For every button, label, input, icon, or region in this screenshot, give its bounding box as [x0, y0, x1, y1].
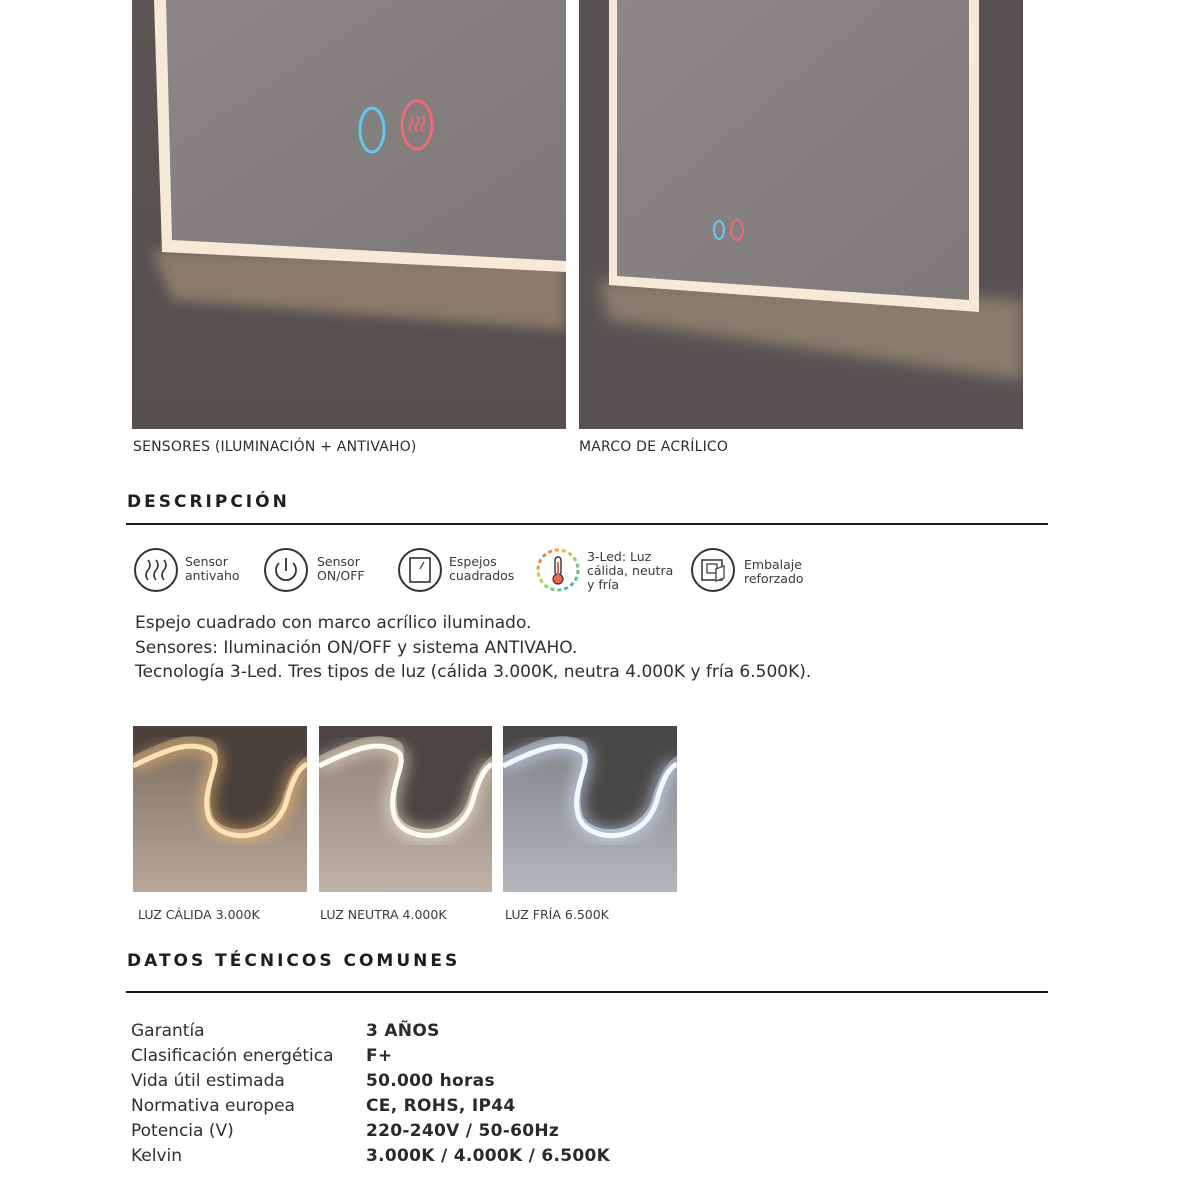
feature-label-line: ON/OFF: [317, 568, 365, 583]
tech-divider: [126, 991, 1048, 993]
mirror-sensors-photo: [132, 0, 566, 429]
light-sample-caption-neutral: LUZ NEUTRA 4.000K: [320, 907, 447, 922]
feature-label-line: y fría: [587, 577, 620, 592]
feature-label-line: reforzado: [744, 571, 804, 586]
tech-value-kelvin: 3.000K / 4.000K / 6.500K: [366, 1146, 611, 1166]
description-line-2: Sensores: Iluminación ON/OFF y sistema ANTIVAHO.: [135, 638, 578, 658]
tech-label-standards: Normativa europea: [131, 1096, 295, 1116]
mirror-acrylic-frame-photo: [579, 0, 1023, 429]
tech-value-standards: CE, ROHS, IP44: [366, 1096, 516, 1116]
photo-caption-sensors: SENSORES (ILUMINACIÓN + ANTIVAHO): [133, 439, 417, 455]
tech-value-power: 220-240V / 50-60Hz: [366, 1121, 560, 1141]
description-divider: [126, 523, 1048, 525]
feature-label-line: Sensor: [185, 554, 228, 569]
feature-label-line: 3-Led: Luz: [587, 549, 652, 564]
light-sample-caption-warm: LUZ CÁLIDA 3.000K: [138, 907, 260, 922]
feature-3-led: [535, 547, 685, 599]
feature-antifog-sensor: [133, 547, 253, 599]
thermometer-led-icon: [535, 547, 581, 593]
tech-value-warranty: 3 AÑOS: [366, 1021, 440, 1041]
feature-label-line: Sensor: [317, 554, 360, 569]
feature-label-line: antivaho: [185, 568, 240, 583]
light-sample-neutral: [319, 726, 492, 892]
description-line-1: Espejo cuadrado con marco acrílico iluminado.: [135, 613, 532, 633]
feature-power-sensor: [263, 547, 383, 599]
feature-reinforced-packaging: [690, 547, 820, 599]
feature-label-line: Embalaje: [744, 557, 802, 572]
light-sample-cold: [503, 726, 677, 892]
antifog-sensor-icon: [133, 547, 179, 593]
square-mirror-icon: [397, 547, 443, 593]
photo-caption-frame: MARCO DE ACRÍLICO: [579, 439, 729, 455]
tech-label-lifetime: Vida útil estimada: [131, 1071, 285, 1091]
feature-label-line: Espejos: [449, 554, 497, 569]
tech-value-lifetime: 50.000 horas: [366, 1071, 495, 1091]
feature-square-mirrors: [397, 547, 527, 599]
description-line-3: Tecnología 3-Led. Tres tipos de luz (cálida 3.000K, neutra 4.000K y fría 6.500K).: [135, 662, 812, 682]
feature-label-line: cálida, neutra: [587, 563, 674, 578]
light-sample-warm: [133, 726, 307, 892]
tech-label-kelvin: Kelvin: [131, 1146, 183, 1166]
tech-label-power: Potencia (V): [131, 1121, 234, 1141]
package-icon: [690, 547, 736, 593]
light-sample-caption-cold: LUZ FRÍA 6.500K: [505, 907, 609, 922]
description-title: DESCRIPCIÓN: [127, 492, 290, 512]
tech-title: DATOS TÉCNICOS COMUNES: [127, 951, 461, 971]
feature-label-line: cuadrados: [449, 568, 515, 583]
tech-label-warranty: Garantía: [131, 1021, 205, 1041]
tech-label-energy-class: Clasificación energética: [131, 1046, 334, 1066]
power-sensor-icon: [263, 547, 309, 593]
tech-value-energy-class: F+: [366, 1046, 393, 1066]
